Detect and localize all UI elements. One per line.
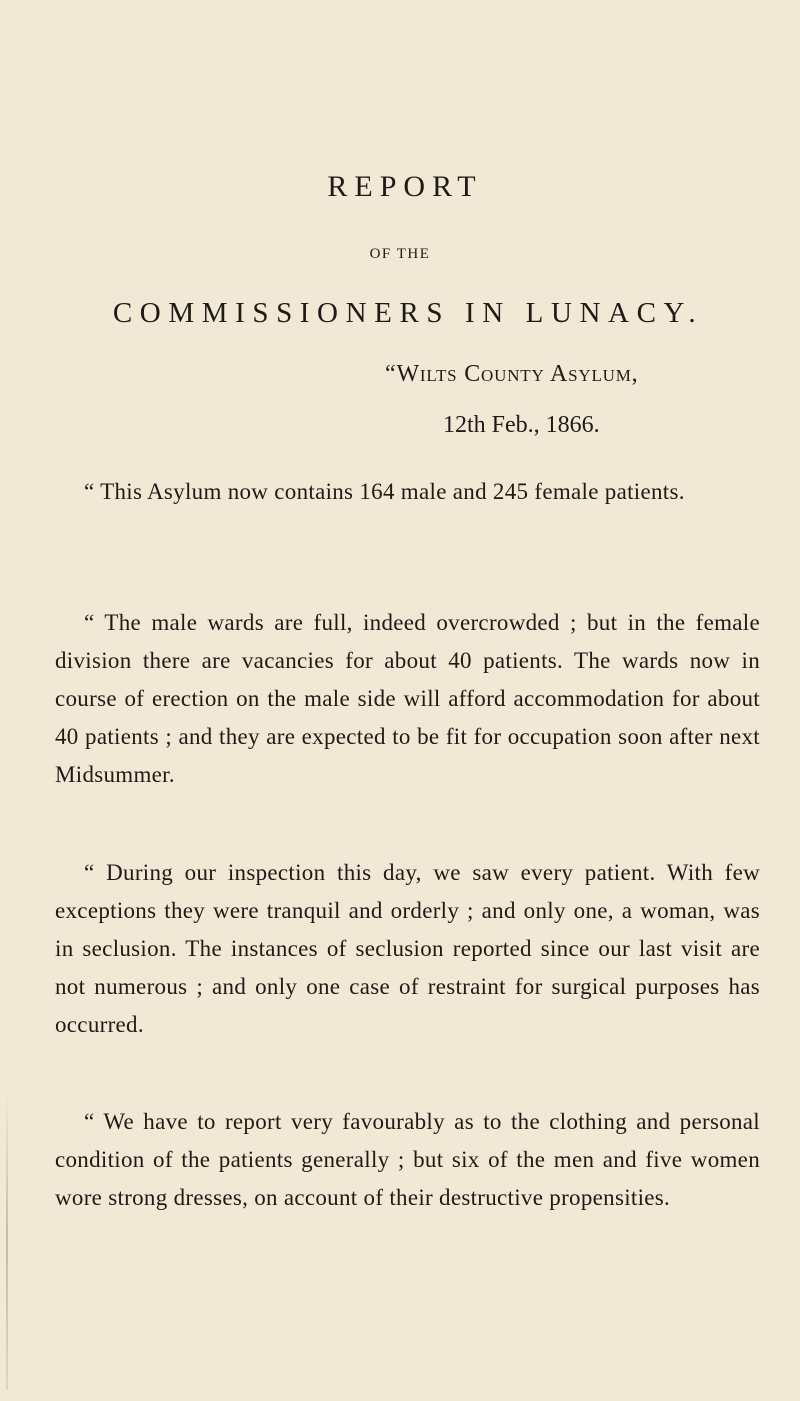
dateline-date: 12th Feb., 1866. [443, 412, 600, 438]
page-gutter-shadow [6, 1090, 8, 1390]
of-the-subheading: OF THE [369, 246, 431, 262]
report-heading: REPORT [327, 170, 483, 203]
paragraph-patients-count: “ This Asylum now contains 164 male and 245 female patients. [84, 479, 685, 504]
paragraph-wards: “ The male wards are full, indeed overcrowded ; but in the female division there are vacancies for about 40 patients. The wards now in course of erection on the male side will afford accommodation for about 40 patients ; and they are expected to be fit for occupation soon after next Midsummer. [55, 610, 760, 787]
paragraph-inspection: “ During our inspection this day, we saw every patient. With few exceptions they were tranquil and orderly ; and only one, a woman, was in seclusion. The instances of seclusion reported since our last visit are not numerous ; and only one case of restraint for surgical purposes has occurred. [55, 860, 760, 1037]
commissioners-heading: COMMISSIONERS IN LUNACY. [112, 297, 704, 329]
dateline-place: “Wilts County Asylum, [385, 361, 639, 387]
paragraph-clothing: “ We have to report very favourably as to the clothing and personal condition of the patients generally ; but six of the men and five women wore strong dresses, on account of their destructive propensities. [55, 1109, 760, 1210]
